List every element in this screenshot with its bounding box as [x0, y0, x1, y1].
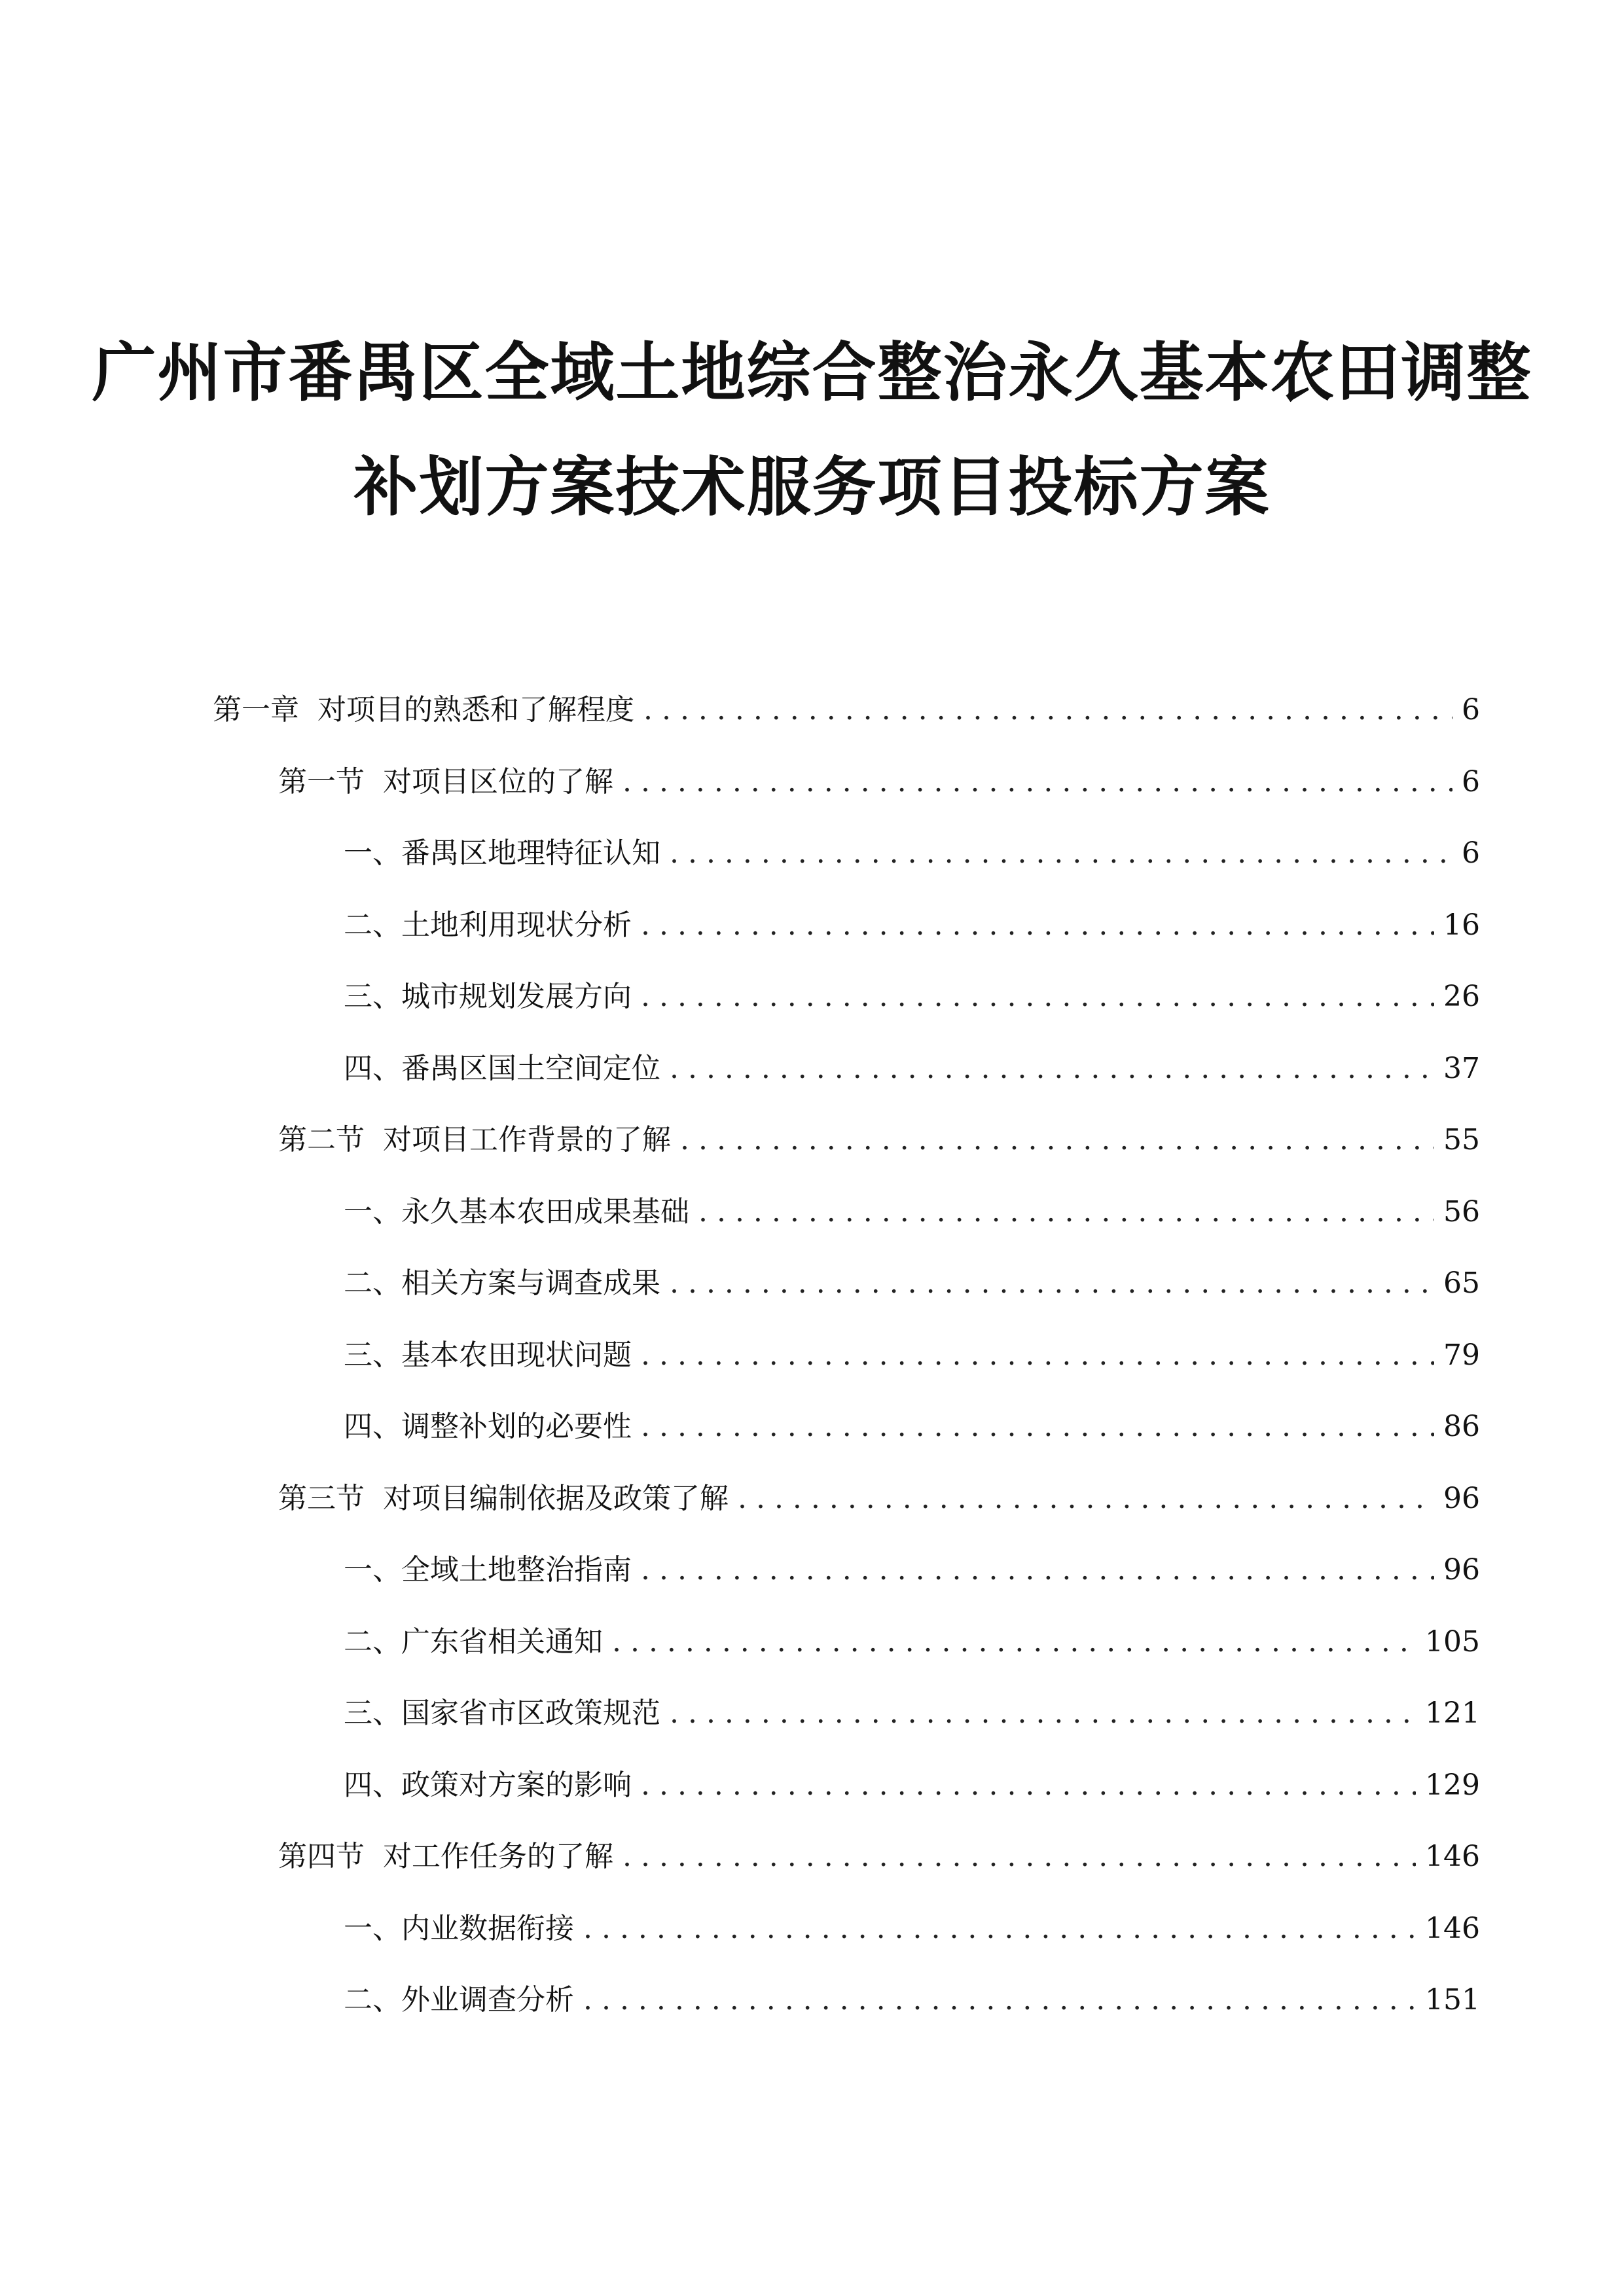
toc-entry-label: 对项目的熟悉和了解程度: [317, 693, 634, 726]
toc-entry[interactable]: [344, 1909, 1480, 1948]
toc-entry-label: 对工作任务的了解: [383, 1840, 613, 1873]
toc-dot-leader: [643, 691, 1453, 730]
toc-entry-number: 第一章: [213, 693, 299, 726]
toc-entry-label: 相关方案与调查成果: [401, 1266, 660, 1300]
toc-entry[interactable]: [344, 1694, 1480, 1733]
toc-entry[interactable]: [344, 906, 1480, 945]
toc-entry-label: 调整补划的必要性: [401, 1410, 632, 1443]
toc-entry-label: 广东省相关通知: [401, 1624, 603, 1659]
toc-entry-page-number: 79: [1443, 1338, 1480, 1372]
toc-entry-page-number: 105: [1425, 1624, 1480, 1659]
toc-entry-label: 外业调查分析: [401, 1983, 574, 2017]
toc-dot-leader: [641, 1766, 1416, 1805]
toc-entry-label: 永久基本农田成果基础: [401, 1194, 689, 1229]
toc-entry[interactable]: [213, 691, 1480, 730]
toc-entry-page-number: 146: [1425, 1840, 1480, 1873]
toc-entry-label: 基本农田现状问题: [401, 1338, 632, 1372]
toc-entry-number: 二、: [344, 908, 401, 942]
toc-entry-label: 国家省市区政策规范: [401, 1696, 660, 1730]
toc-entry-page-number: 16: [1443, 908, 1480, 942]
toc-entry[interactable]: [278, 1121, 1480, 1160]
toc-entry-label: 番禺区地理特征认知: [401, 836, 660, 870]
toc-entry[interactable]: [344, 1336, 1480, 1375]
toc-dot-leader: [738, 1479, 1434, 1518]
toc-entry[interactable]: [344, 1551, 1480, 1590]
toc-entry-number: 一、: [344, 1911, 401, 1945]
toc-dot-leader: [670, 1694, 1416, 1733]
toc-entry-number: 四、: [344, 1768, 401, 1802]
toc-entry[interactable]: [344, 1264, 1480, 1303]
toc-dot-leader: [641, 977, 1434, 1016]
toc-entry-number: 三、: [344, 1696, 401, 1730]
toc-dot-leader: [612, 1623, 1416, 1662]
toc-entry-number: 一、: [344, 836, 401, 870]
document-title-line-1: 广州市番禺区全域土地综合整治永久基本农田调整: [92, 336, 1532, 410]
toc-dot-leader: [670, 1049, 1434, 1088]
toc-entry[interactable]: [278, 762, 1480, 802]
toc-entry[interactable]: [278, 1479, 1480, 1518]
toc-entry-page-number: 37: [1443, 1051, 1480, 1085]
toc-entry-number: 第三节: [278, 1481, 365, 1515]
toc-entry-label: 内业数据衔接: [401, 1911, 574, 1945]
toc-dot-leader: [641, 1336, 1434, 1375]
toc-entry[interactable]: [344, 834, 1480, 873]
toc-entry[interactable]: [344, 977, 1480, 1016]
toc-entry-label: 土地利用现状分析: [401, 908, 632, 942]
toc-entry-number: 第二节: [278, 1123, 365, 1157]
toc-entry-label: 全域土地整治指南: [401, 1553, 632, 1587]
toc-entry-page-number: 121: [1425, 1696, 1480, 1730]
toc-dot-leader: [641, 1407, 1434, 1446]
toc-dot-leader: [623, 1837, 1416, 1876]
toc-entry-number: 三、: [344, 980, 401, 1013]
toc-entry-label: 对项目编制依据及政策了解: [383, 1481, 729, 1515]
toc-entry-page-number: 55: [1443, 1123, 1480, 1157]
toc-entry-label: 对项目区位的了解: [383, 764, 613, 798]
toc-entry-page-number: 146: [1425, 1911, 1480, 1945]
toc-dot-leader: [670, 1264, 1434, 1303]
toc-entry-page-number: 86: [1443, 1410, 1480, 1443]
toc-entry[interactable]: [344, 1981, 1480, 2020]
toc-entry-page-number: 6: [1462, 693, 1480, 726]
toc-entry-page-number: 96: [1443, 1481, 1480, 1515]
document-title-line-2: 补划方案技术服务项目投标方案: [353, 450, 1271, 525]
toc-dot-leader: [680, 1121, 1434, 1160]
toc-entry-number: 四、: [344, 1051, 401, 1085]
toc-entry-page-number: 129: [1425, 1768, 1480, 1802]
toc-entry-page-number: 151: [1425, 1983, 1480, 2017]
toc-entry-page-number: 6: [1462, 764, 1480, 798]
toc-entry-page-number: 26: [1443, 980, 1480, 1013]
toc-entry-number: 二、: [344, 1266, 401, 1300]
toc-entry-number: 第一节: [278, 764, 365, 798]
toc-dot-leader: [641, 906, 1434, 945]
toc-entry[interactable]: [344, 1407, 1480, 1446]
toc-entry[interactable]: [344, 1623, 1480, 1662]
toc-entry[interactable]: [278, 1837, 1480, 1876]
toc-entry-page-number: 96: [1443, 1553, 1480, 1587]
toc-entry-number: 四、: [344, 1410, 401, 1443]
toc-dot-leader: [623, 762, 1453, 802]
toc-entry-page-number: 6: [1462, 836, 1480, 870]
toc-entry-page-number: 65: [1443, 1266, 1480, 1300]
toc-entry-number: 一、: [344, 1553, 401, 1587]
toc-dot-leader: [670, 834, 1453, 873]
toc-entry[interactable]: [344, 1766, 1480, 1805]
toc-entry-number: 二、: [344, 1983, 401, 2017]
toc-entry-label: 对项目工作背景的了解: [383, 1123, 671, 1157]
toc-entry-number: 二、: [344, 1624, 401, 1659]
toc-dot-leader: [583, 1909, 1416, 1948]
toc-entry-label: 政策对方案的影响: [401, 1768, 632, 1802]
toc-dot-leader: [641, 1551, 1434, 1590]
toc-entry[interactable]: [344, 1049, 1480, 1088]
toc-entry-label: 城市规划发展方向: [401, 980, 632, 1013]
toc-entry-number: 一、: [344, 1194, 401, 1229]
toc-entry[interactable]: [344, 1193, 1480, 1232]
toc-dot-leader: [583, 1981, 1416, 2020]
toc-entry-label: 番禺区国土空间定位: [401, 1051, 660, 1085]
toc-entry-page-number: 56: [1443, 1194, 1480, 1229]
toc-entry-number: 三、: [344, 1338, 401, 1372]
toc-entry-number: 第四节: [278, 1840, 365, 1873]
toc-dot-leader: [698, 1193, 1434, 1232]
